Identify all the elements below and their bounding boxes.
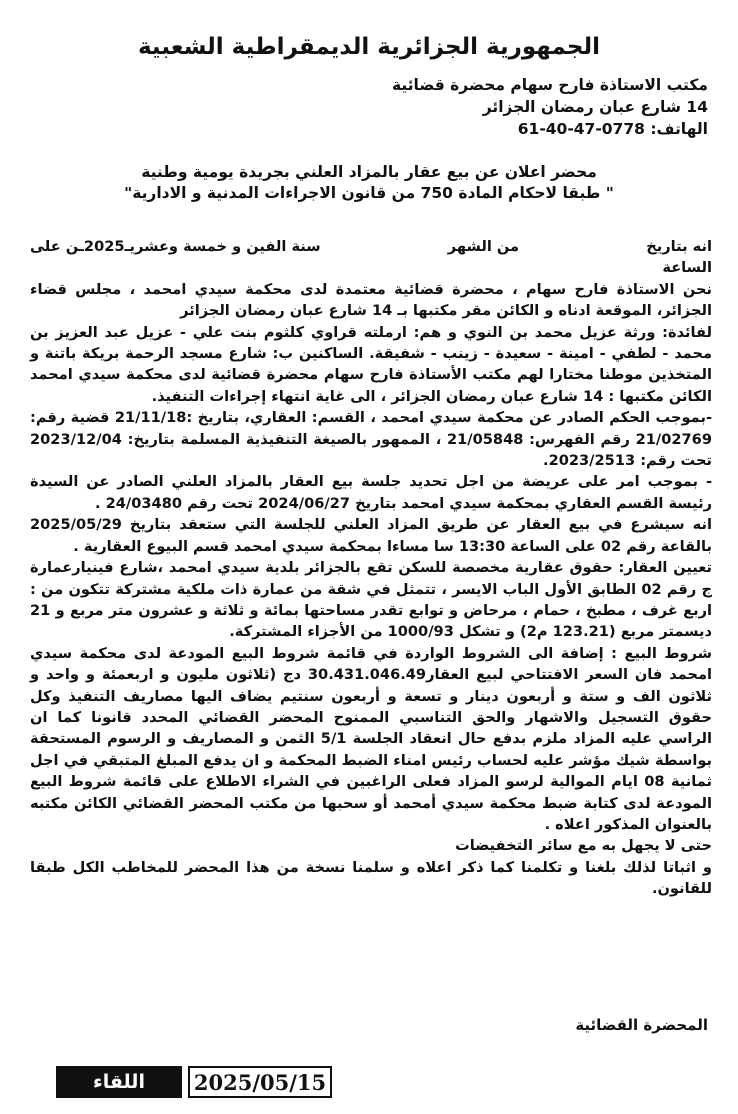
date-line xyxy=(30,236,712,257)
phone-label: الهاتف: xyxy=(650,120,708,138)
newspaper-label: اللقاء xyxy=(56,1066,182,1098)
signature: المحضرة القضائية xyxy=(575,1016,708,1034)
date-line-part-3: سنة الفين و خمسة وعشريـ2025ـن على xyxy=(30,238,321,255)
office-phone-line xyxy=(188,118,708,140)
paragraph-notice: حتى لا يجهل به مع سائر التخفيضات xyxy=(455,837,712,855)
phone-number: 61-40-47-0778 xyxy=(517,120,645,138)
date-line-part-2: من الشهر xyxy=(447,238,520,255)
notice-body xyxy=(30,236,712,900)
office-name: مكتب الاستاذة فارح سهام محضرة قضائية xyxy=(391,76,708,94)
date-line-part-1: انه بتاريخ xyxy=(646,238,712,255)
paragraph-bailiff: نحن الاستاذة فارح سهام ، محضرة قضائية معتمدة لدى محكمة سيدي امحمد ، مجلس قضاء الجزائر، الموقعة ادناه و الكائن مقر مكتبها بـ 14 شارع عبان رمضان الجزائر xyxy=(30,280,712,320)
office-address: 14 شارع عبان رمضان الجزائر xyxy=(482,98,708,116)
paragraph-closing: و اثباتا لذلك بلغنا و تكلمنا كما ذكر اعلاه و سلمنا نسخة من هذا المحضر للمخاطب الكل طبقا للقانون. xyxy=(30,858,712,898)
date-line-part-4: الساعة xyxy=(662,259,712,277)
subject-line-1: محضر اعلان عن بيع عقار بالمزاد العلني بجريدة يومية وطنية xyxy=(141,163,597,181)
page-title: الجمهورية الجزائرية الديمقراطية الشعبية xyxy=(137,34,601,60)
subject-line-2: " طبقا لاحكام المادة 750 من قانون الاجراءات المدنية و الادارية" xyxy=(124,184,614,202)
paragraph-auction-date: انه سيشرع في بيع العقار عن طريق المزاد العلني للجلسة التي ستعقد بتاريخ 2025/05/29 بالقاعة رقم 02 على الساعة 13:30 سا مساءا بمحكمة سيدي امحمد قسم البيوع العقارية . xyxy=(30,516,712,555)
footer-banner xyxy=(56,1066,332,1100)
paragraph-sale-conditions: شروط البيع : إضافة الى الشروط الواردة في قائمة شروط البيع المودعة لدى محكمة سيدي امحمد فان السعر الافتتاحي لبيع العقار30.431.046.49 دج (ثلاثون مليون و اربعمئة و واحد و ثلاثون الف و ستة و أربعون دينار و تسعة و أربعون سنتيم يضاف اليها مصاريف التنفيذ وكل حقوق التسجيل والاشهار والحق التناسبي الممنوح المحضر القضائي المحدد قانونا كما ان الراسي عليه المزاد ملزم بدفع حال انعقاد الجلسة 5/1 الثمن و المصاريف و الرسوم المستحقة بواسطة شيك مؤشر عليه لحساب رئيس امناء الضبط المحكمة و ان يدفع المبلغ المتبقي في اجل ثمانية 08 ايام الموالية لرسو المزاد فعلى الراغبين في الشراء الاطلاع على قائمة شروط البيع المودعة لدى كتابة ضبط محكمة سيدي أمحمد أو سحبها من مكتب المحضر القضائي الكائن مكتبه بالعنوان المذكور اعلاه . xyxy=(30,644,712,833)
publication-date: 2025/05/15 xyxy=(188,1066,332,1098)
notice-subject xyxy=(0,162,738,204)
paragraph-beneficiaries: لفائدة: ورثة عزيل محمد بن النوي و هم: ارملته قراوي كلثوم بنت علي - عزيل عبد العزيز بن محمد - لطفي - امينة - سعيدة - زينب - شفيقة. الساكنين ب: شارع مسجد الرحمة بريكة باتنة و المتخذين موطنا مختارا لهم مكتب الأستاذة فارح سهام محضرة قضائية لدى محكمة سيدي امحمد الكائن مكتبها : 14 شارع عبان رمضان الجزائر ، الى غاية انتهاء إجراءات التنفيذ. xyxy=(30,323,712,405)
paragraph-judgment: -بموجب الحكم الصادر عن محكمة سيدي امحمد ، القسم: العقاري، بتاريخ :21/11/18 قضية رقم: 21/02769 رقم الفهرس: 21/05848 ، الممهور بالصيغة التنفيذية المسلمة بتاريخ: 2023/12/04 تحت رقم: 2023/2513. xyxy=(30,409,712,470)
office-block xyxy=(188,74,708,140)
paragraph-order: - بموجب امر على عريضة من اجل تحديد جلسة بيع العقار بالمزاد العلني الصادر عن السيدة رئيسة القسم العقاري بمحكمة سيدي امحمد بتاريخ 2024/06/27 تحت رقم 24/03480 . xyxy=(30,473,712,512)
paragraph-property: تعيين العقار: حقوق عقارية مخصصة للسكن تقع بالجزائر بلدية سيدي امحمد ،شارع فينيارعمارة ج رقم 02 الطابق الأول الباب الايسر ، تتمثل في شقة من عمارة ذات ملكية مشتركة تتكون من : اربع غرف ، مطبخ ، حمام ، مرحاض و توابع تقدر مساحتها بمائة و ثلاثة و عشرون متر مربع و 21 ديسمتر مربع (123.21 م2) و تشكل 1000/93 من الأجزاء المشتركة. xyxy=(30,559,712,641)
